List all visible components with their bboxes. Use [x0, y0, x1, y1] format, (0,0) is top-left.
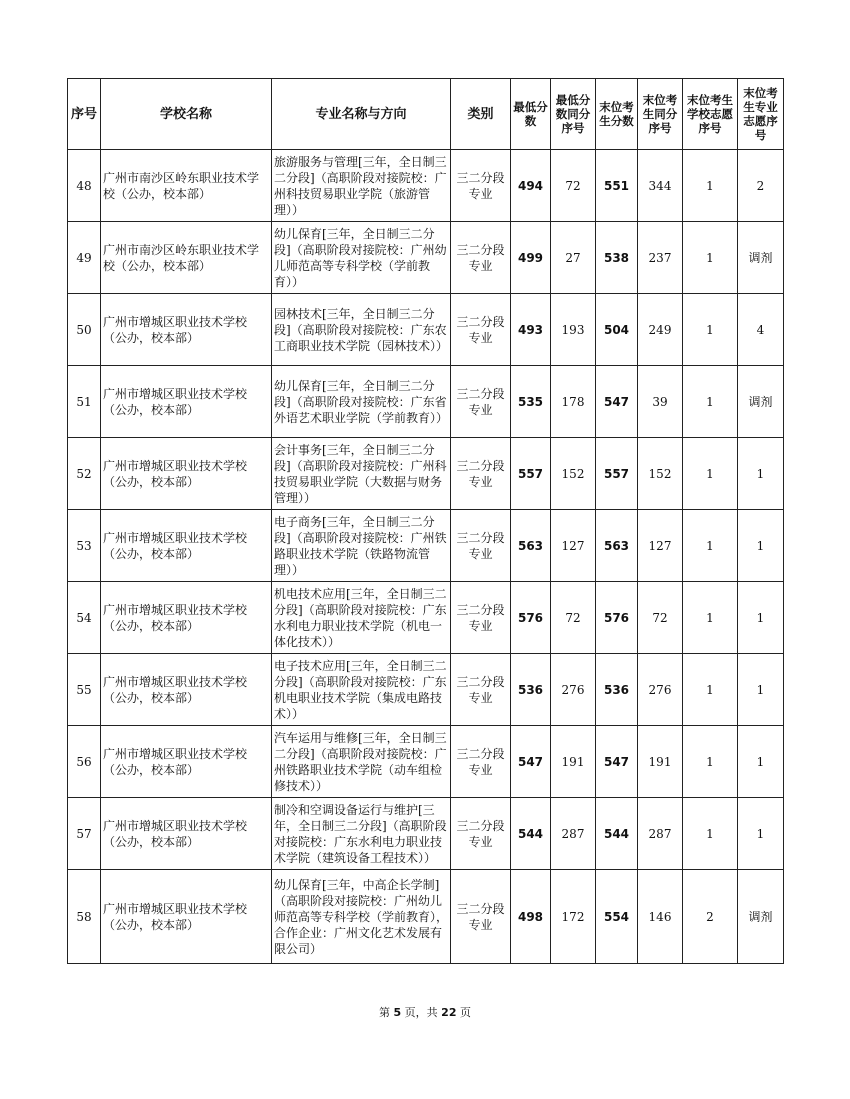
cell-school: 广州市增城区职业技术学校（公办，校本部） — [101, 366, 272, 438]
cell-school: 广州市增城区职业技术学校（公办，校本部） — [101, 798, 272, 870]
cell-major: 汽车运用与维修[三年，全日制三二分段]（高职阶段对接院校：广州铁路职业技术学院（动车组检修技术）） — [272, 726, 451, 798]
cell-school-choice: 1 — [683, 726, 738, 798]
cell-major-choice: 1 — [738, 438, 784, 510]
cell-min-same-rank: 152 — [551, 438, 596, 510]
cell-major: 机电技术应用[三年，全日制三二分段]（高职阶段对接院校：广东水利电力职业技术学院（机电一体化技术）） — [272, 582, 451, 654]
header-school: 学校名称 — [101, 79, 272, 150]
cell-major-choice: 调剂 — [738, 222, 784, 294]
cell-last-same-rank: 152 — [638, 438, 683, 510]
cell-major-choice: 调剂 — [738, 366, 784, 438]
cell-last-score: 576 — [596, 582, 638, 654]
cell-last-score: 547 — [596, 366, 638, 438]
cell-min-score: 563 — [511, 510, 551, 582]
cell-idx: 58 — [68, 870, 101, 964]
cell-school-choice: 1 — [683, 798, 738, 870]
cell-min-same-rank: 193 — [551, 294, 596, 366]
cell-idx: 53 — [68, 510, 101, 582]
table-row — [68, 870, 784, 964]
cell-last-same-rank: 344 — [638, 150, 683, 222]
cell-min-score: 494 — [511, 150, 551, 222]
header-min-score: 最低分数 — [511, 79, 551, 150]
cell-major: 幼儿保育[三年，全日制三二分段]（高职阶段对接院校：广州幼儿师范高等专科学校（学前教育）） — [272, 222, 451, 294]
cell-category: 三二分段专业 — [451, 294, 511, 366]
cell-school-choice: 2 — [683, 870, 738, 964]
page-footer — [0, 1004, 850, 1020]
header-last-same-rank: 末位考生同分序号 — [638, 79, 683, 150]
header-min-same-rank: 最低分数同分序号 — [551, 79, 596, 150]
table-body — [68, 150, 784, 964]
cell-idx: 55 — [68, 654, 101, 726]
cell-major: 旅游服务与管理[三年，全日制三二分段]（高职阶段对接院校：广州科技贸易职业学院（旅游管理）） — [272, 150, 451, 222]
cell-min-same-rank: 72 — [551, 582, 596, 654]
cell-min-score: 544 — [511, 798, 551, 870]
table-row — [68, 654, 784, 726]
cell-min-same-rank: 27 — [551, 222, 596, 294]
cell-school: 广州市增城区职业技术学校（公办，校本部） — [101, 726, 272, 798]
footer-middle: 页，共 — [401, 1006, 442, 1019]
cell-min-same-rank: 172 — [551, 870, 596, 964]
cell-major-choice: 4 — [738, 294, 784, 366]
cell-major: 电子技术应用[三年，全日制三二分段]（高职阶段对接院校：广东机电职业技术学院（集成电路技术）） — [272, 654, 451, 726]
cell-idx: 56 — [68, 726, 101, 798]
cell-major-choice: 2 — [738, 150, 784, 222]
cell-major-choice: 1 — [738, 798, 784, 870]
cell-major-choice: 1 — [738, 510, 784, 582]
cell-school: 广州市南沙区岭东职业技术学校（公办，校本部） — [101, 222, 272, 294]
cell-school-choice: 1 — [683, 222, 738, 294]
cell-category: 三二分段专业 — [451, 582, 511, 654]
footer-total-pages: 22 — [441, 1006, 457, 1019]
table-row — [68, 438, 784, 510]
cell-school-choice: 1 — [683, 150, 738, 222]
cell-school-choice: 1 — [683, 438, 738, 510]
cell-last-same-rank: 249 — [638, 294, 683, 366]
cell-last-score: 544 — [596, 798, 638, 870]
cell-major: 幼儿保育[三年，全日制三二分段]（高职阶段对接院校：广东省外语艺术职业学院（学前教育）） — [272, 366, 451, 438]
cell-last-score: 547 — [596, 726, 638, 798]
cell-major: 会计事务[三年，全日制三二分段]（高职阶段对接院校：广州科技贸易职业学院（大数据与财务管理）） — [272, 438, 451, 510]
cell-min-same-rank: 191 — [551, 726, 596, 798]
cell-idx: 52 — [68, 438, 101, 510]
footer-suffix: 页 — [456, 1006, 471, 1019]
cell-category: 三二分段专业 — [451, 726, 511, 798]
cell-last-score: 557 — [596, 438, 638, 510]
cell-school-choice: 1 — [683, 366, 738, 438]
table-row — [68, 366, 784, 438]
cell-last-score: 538 — [596, 222, 638, 294]
cell-idx: 49 — [68, 222, 101, 294]
cell-category: 三二分段专业 — [451, 654, 511, 726]
cell-school: 广州市增城区职业技术学校（公办，校本部） — [101, 438, 272, 510]
cell-category: 三二分段专业 — [451, 222, 511, 294]
cell-category: 三二分段专业 — [451, 798, 511, 870]
header-last-school-choice: 末位考生学校志愿序号 — [683, 79, 738, 150]
cell-min-score: 498 — [511, 870, 551, 964]
cell-min-score: 576 — [511, 582, 551, 654]
table-row — [68, 222, 784, 294]
cell-school: 广州市增城区职业技术学校（公办，校本部） — [101, 870, 272, 964]
cell-last-same-rank: 276 — [638, 654, 683, 726]
header-last-score: 末位考生分数 — [596, 79, 638, 150]
cell-idx: 57 — [68, 798, 101, 870]
cell-idx: 50 — [68, 294, 101, 366]
cell-min-same-rank: 276 — [551, 654, 596, 726]
cell-category: 三二分段专业 — [451, 366, 511, 438]
cell-last-same-rank: 127 — [638, 510, 683, 582]
cell-school: 广州市增城区职业技术学校（公办，校本部） — [101, 582, 272, 654]
cell-category: 三二分段专业 — [451, 870, 511, 964]
cell-min-score: 493 — [511, 294, 551, 366]
cell-major: 园林技术[三年，全日制三二分段]（高职阶段对接院校：广东农工商职业技术学院（园林技术）） — [272, 294, 451, 366]
cell-major-choice: 1 — [738, 654, 784, 726]
cell-school: 广州市增城区职业技术学校（公办，校本部） — [101, 294, 272, 366]
cell-last-same-rank: 191 — [638, 726, 683, 798]
cell-last-score: 504 — [596, 294, 638, 366]
cell-major: 电子商务[三年，全日制三二分段]（高职阶段对接院校：广州铁路职业技术学院（铁路物流管理）） — [272, 510, 451, 582]
cell-school-choice: 1 — [683, 294, 738, 366]
cell-category: 三二分段专业 — [451, 438, 511, 510]
cell-category: 三二分段专业 — [451, 510, 511, 582]
table-row — [68, 582, 784, 654]
cell-school-choice: 1 — [683, 510, 738, 582]
cell-min-same-rank: 127 — [551, 510, 596, 582]
cell-school-choice: 1 — [683, 654, 738, 726]
footer-prefix: 第 — [379, 1006, 394, 1019]
table-row — [68, 510, 784, 582]
table-row — [68, 150, 784, 222]
table-row — [68, 726, 784, 798]
cell-min-score: 547 — [511, 726, 551, 798]
cell-min-score: 536 — [511, 654, 551, 726]
table-row — [68, 798, 784, 870]
cell-last-score: 551 — [596, 150, 638, 222]
cell-school: 广州市增城区职业技术学校（公办，校本部） — [101, 654, 272, 726]
cell-category: 三二分段专业 — [451, 150, 511, 222]
cell-idx: 48 — [68, 150, 101, 222]
cell-min-same-rank: 178 — [551, 366, 596, 438]
cell-last-score: 554 — [596, 870, 638, 964]
cell-min-same-rank: 72 — [551, 150, 596, 222]
cell-last-same-rank: 39 — [638, 366, 683, 438]
cell-major-choice: 1 — [738, 726, 784, 798]
cell-school-choice: 1 — [683, 582, 738, 654]
footer-page-number: 5 — [393, 1006, 402, 1019]
cell-last-same-rank: 146 — [638, 870, 683, 964]
cell-min-score: 557 — [511, 438, 551, 510]
cell-min-score: 499 — [511, 222, 551, 294]
cell-last-same-rank: 72 — [638, 582, 683, 654]
table-row — [68, 294, 784, 366]
cell-last-same-rank: 237 — [638, 222, 683, 294]
cell-last-score: 536 — [596, 654, 638, 726]
cell-last-same-rank: 287 — [638, 798, 683, 870]
cell-idx: 54 — [68, 582, 101, 654]
cell-school: 广州市南沙区岭东职业技术学校（公办，校本部） — [101, 150, 272, 222]
header-major: 专业名称与方向 — [272, 79, 451, 150]
cell-min-same-rank: 287 — [551, 798, 596, 870]
header-category: 类别 — [451, 79, 511, 150]
cell-idx: 51 — [68, 366, 101, 438]
header-idx: 序号 — [68, 79, 101, 150]
cell-last-score: 563 — [596, 510, 638, 582]
admission-table — [67, 78, 784, 964]
cell-school: 广州市增城区职业技术学校（公办，校本部） — [101, 510, 272, 582]
cell-min-score: 535 — [511, 366, 551, 438]
header-last-major-choice: 末位考生专业志愿序号 — [738, 79, 784, 150]
cell-major-choice: 1 — [738, 582, 784, 654]
cell-major: 制冷和空调设备运行与维护[三年，全日制三二分段]（高职阶段对接院校：广东水利电力职业技术学院（建筑设备工程技术）） — [272, 798, 451, 870]
header-row — [68, 79, 784, 150]
cell-major: 幼儿保育[三年，中高企长学制]（高职阶段对接院校：广州幼儿师范高等专科学校（学前教育），合作企业：广州文化艺术发展有限公司） — [272, 870, 451, 964]
cell-major-choice: 调剂 — [738, 870, 784, 964]
